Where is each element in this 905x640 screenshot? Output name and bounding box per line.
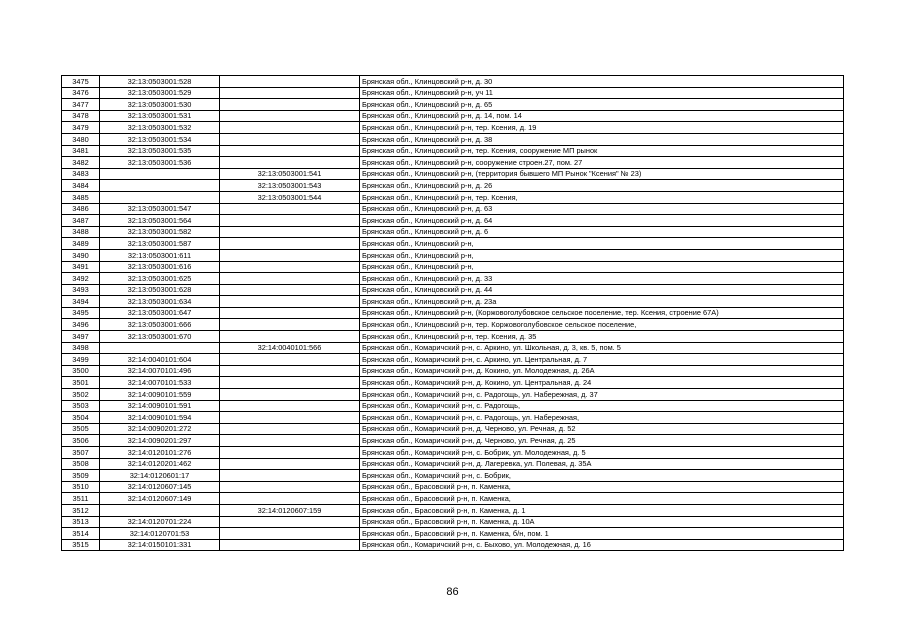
- table-row: [62, 458, 844, 470]
- row-number-cell: 3491: [62, 261, 100, 273]
- row-number-cell: 3507: [62, 447, 100, 459]
- address-cell: Брянская обл., Клинцовский р-н, тер. Ксения, д. 35: [360, 331, 844, 343]
- table-row: [62, 389, 844, 401]
- table-row: [62, 447, 844, 459]
- row-number-cell: 3488: [62, 226, 100, 238]
- table-row: [62, 261, 844, 273]
- row-number-cell: 3500: [62, 365, 100, 377]
- address-cell: Брянская обл., Комаричский р-н, с. Аркино, ул. Школьная, д. 3, кв. 5, пом. 5: [360, 342, 844, 354]
- table-row: [62, 354, 844, 366]
- address-cell: Брянская обл., Клинцовский р-н, д. 26: [360, 180, 844, 192]
- row-number-cell: 3480: [62, 133, 100, 145]
- cadastral-number-cell: [100, 168, 220, 180]
- row-number-cell: 3504: [62, 412, 100, 424]
- row-number-cell: 3497: [62, 331, 100, 343]
- cadastral-number-alt-cell: [220, 284, 360, 296]
- address-cell: Брянская обл., Клинцовский р-н, д. 63: [360, 203, 844, 215]
- cadastral-number-cell: 32:13:0503001:532: [100, 122, 220, 134]
- cadastral-number-cell: 32:13:0503001:530: [100, 99, 220, 111]
- table-row: [62, 99, 844, 111]
- cadastral-number-alt-cell: 32:14:0040101:566: [220, 342, 360, 354]
- cadastral-number-alt-cell: [220, 122, 360, 134]
- row-number-cell: 3481: [62, 145, 100, 157]
- address-cell: Брянская обл., Брасовский р-н, п. Каменка,: [360, 481, 844, 493]
- table-row: [62, 412, 844, 424]
- table-row: [62, 539, 844, 551]
- cadastral-number-alt-cell: 32:13:0503001:544: [220, 191, 360, 203]
- cadastral-number-alt-cell: [220, 261, 360, 273]
- address-cell: Брянская обл., Клинцовский р-н, д. 14, пом. 14: [360, 110, 844, 122]
- cadastral-number-alt-cell: [220, 157, 360, 169]
- cadastral-number-cell: 32:13:0503001:582: [100, 226, 220, 238]
- cadastral-number-alt-cell: [220, 400, 360, 412]
- address-cell: Брянская обл., Комаричский р-н, д. Черново, ул. Речная, д. 25: [360, 435, 844, 447]
- address-cell: Брянская обл., Комаричский р-н, с. Бобрик, ул. Молодежная, д. 5: [360, 447, 844, 459]
- cadastral-number-cell: 32:13:0503001:666: [100, 319, 220, 331]
- address-cell: Брянская обл., Комаричский р-н, с. Радогощь,: [360, 400, 844, 412]
- cadastral-number-cell: 32:14:0090101:594: [100, 412, 220, 424]
- row-number-cell: 3503: [62, 400, 100, 412]
- row-number-cell: 3502: [62, 389, 100, 401]
- row-number-cell: 3478: [62, 110, 100, 122]
- row-number-cell: 3510: [62, 481, 100, 493]
- address-cell: Брянская обл., Клинцовский р-н, тер. Коржовоголубовское сельское поселение,: [360, 319, 844, 331]
- address-cell: Брянская обл., Комаричский р-н, д. Кокино, ул. Центральная, д. 24: [360, 377, 844, 389]
- cadastral-number-cell: [100, 342, 220, 354]
- address-cell: Брянская обл., Клинцовский р-н, уч 11: [360, 87, 844, 99]
- cadastral-number-alt-cell: [220, 319, 360, 331]
- table-row: [62, 249, 844, 261]
- address-cell: Брянская обл., Комаричский р-н, с. Аркино, ул. Центральная, д. 7: [360, 354, 844, 366]
- cadastral-number-alt-cell: [220, 377, 360, 389]
- cadastral-number-cell: 32:13:0503001:628: [100, 284, 220, 296]
- address-cell: Брянская обл., Клинцовский р-н,: [360, 249, 844, 261]
- row-number-cell: 3493: [62, 284, 100, 296]
- row-number-cell: 3508: [62, 458, 100, 470]
- row-number-cell: 3475: [62, 76, 100, 88]
- row-number-cell: 3483: [62, 168, 100, 180]
- cadastral-number-cell: 32:14:0120607:149: [100, 493, 220, 505]
- row-number-cell: 3477: [62, 99, 100, 111]
- cadastral-number-alt-cell: [220, 249, 360, 261]
- cadastral-number-alt-cell: [220, 296, 360, 308]
- table-row: [62, 191, 844, 203]
- address-cell: Брянская обл., Клинцовский р-н, д. 64: [360, 215, 844, 227]
- cadastral-number-alt-cell: [220, 110, 360, 122]
- cadastral-number-cell: 32:14:0150101:331: [100, 539, 220, 551]
- cadastral-number-alt-cell: [220, 215, 360, 227]
- cadastral-number-alt-cell: [220, 331, 360, 343]
- row-number-cell: 3514: [62, 528, 100, 540]
- cadastral-number-cell: 32:14:0090101:591: [100, 400, 220, 412]
- table-row: [62, 481, 844, 493]
- cadastral-number-alt-cell: 32:13:0503001:541: [220, 168, 360, 180]
- cadastral-number-alt-cell: [220, 516, 360, 528]
- table-row: [62, 284, 844, 296]
- table-row: [62, 493, 844, 505]
- row-number-cell: 3489: [62, 238, 100, 250]
- address-cell: Брянская обл., Клинцовский р-н, д. 38: [360, 133, 844, 145]
- table-row: [62, 76, 844, 88]
- row-number-cell: 3499: [62, 354, 100, 366]
- cadastral-number-alt-cell: [220, 412, 360, 424]
- cadastral-number-cell: 32:14:0040101:604: [100, 354, 220, 366]
- cadastral-number-cell: 32:14:0120701:224: [100, 516, 220, 528]
- row-number-cell: 3496: [62, 319, 100, 331]
- address-cell: Брянская обл., Комаричский р-н, с. Радогощь, ул. Набережная, д. 37: [360, 389, 844, 401]
- cadastral-number-alt-cell: [220, 458, 360, 470]
- address-cell: Брянская обл., Клинцовский р-н, (территория бывшего МП Рынок "Ксения" № 23): [360, 168, 844, 180]
- address-cell: Брянская обл., Клинцовский р-н, сооружение строен.27, пом. 27: [360, 157, 844, 169]
- cadastral-number-alt-cell: [220, 447, 360, 459]
- address-cell: Брянская обл., Клинцовский р-н,: [360, 261, 844, 273]
- table-row: [62, 365, 844, 377]
- cadastral-number-cell: 32:13:0503001:529: [100, 87, 220, 99]
- cadastral-number-cell: 32:13:0503001:611: [100, 249, 220, 261]
- cadastral-number-cell: 32:13:0503001:531: [100, 110, 220, 122]
- cadastral-number-cell: 32:13:0503001:647: [100, 307, 220, 319]
- row-number-cell: 3512: [62, 504, 100, 516]
- cadastral-number-cell: 32:14:0120201:462: [100, 458, 220, 470]
- cadastral-number-alt-cell: [220, 76, 360, 88]
- row-number-cell: 3479: [62, 122, 100, 134]
- table-row: [62, 110, 844, 122]
- table-row: [62, 528, 844, 540]
- cadastral-number-cell: 32:13:0503001:536: [100, 157, 220, 169]
- row-number-cell: 3490: [62, 249, 100, 261]
- address-cell: Брянская обл., Брасовский р-н, п. Каменка,: [360, 493, 844, 505]
- registry-table: [61, 75, 844, 551]
- row-number-cell: 3513: [62, 516, 100, 528]
- cadastral-number-cell: 32:14:0120701:53: [100, 528, 220, 540]
- address-cell: Брянская обл., Клинцовский р-н, д. 33: [360, 273, 844, 285]
- cadastral-number-cell: 32:14:0090201:272: [100, 423, 220, 435]
- cadastral-number-cell: 32:14:0090101:559: [100, 389, 220, 401]
- cadastral-number-cell: [100, 191, 220, 203]
- address-cell: Брянская обл., Комаричский р-н, д. Кокино, ул. Молодежная, д. 26А: [360, 365, 844, 377]
- cadastral-number-cell: 32:13:0503001:634: [100, 296, 220, 308]
- cadastral-number-cell: 32:14:0120601:17: [100, 470, 220, 482]
- table-row: [62, 226, 844, 238]
- table-row: [62, 307, 844, 319]
- row-number-cell: 3495: [62, 307, 100, 319]
- cadastral-number-cell: 32:13:0503001:564: [100, 215, 220, 227]
- table-row: [62, 423, 844, 435]
- cadastral-number-alt-cell: [220, 481, 360, 493]
- table-row: [62, 238, 844, 250]
- cadastral-number-cell: 32:14:0070101:496: [100, 365, 220, 377]
- cadastral-number-cell: 32:14:0070101:533: [100, 377, 220, 389]
- address-cell: Брянская обл., Клинцовский р-н, д. 23а: [360, 296, 844, 308]
- cadastral-number-alt-cell: [220, 539, 360, 551]
- table-row: [62, 342, 844, 354]
- table-row: [62, 319, 844, 331]
- row-number-cell: 3476: [62, 87, 100, 99]
- cadastral-number-cell: 32:13:0503001:528: [100, 76, 220, 88]
- table-row: [62, 122, 844, 134]
- cadastral-number-alt-cell: [220, 423, 360, 435]
- table-row: [62, 87, 844, 99]
- cadastral-number-alt-cell: [220, 389, 360, 401]
- table-row: [62, 157, 844, 169]
- page-number: 86: [446, 586, 459, 598]
- cadastral-number-cell: [100, 504, 220, 516]
- cadastral-number-alt-cell: [220, 133, 360, 145]
- table-row: [62, 133, 844, 145]
- cadastral-number-alt-cell: [220, 87, 360, 99]
- row-number-cell: 3487: [62, 215, 100, 227]
- table-row: [62, 400, 844, 412]
- row-number-cell: 3494: [62, 296, 100, 308]
- cadastral-number-alt-cell: [220, 307, 360, 319]
- cadastral-number-cell: 32:13:0503001:616: [100, 261, 220, 273]
- cadastral-number-cell: 32:13:0503001:625: [100, 273, 220, 285]
- cadastral-number-cell: [100, 180, 220, 192]
- table-row: [62, 296, 844, 308]
- address-cell: Брянская обл., Клинцовский р-н, тер. Ксения, сооружение МП рынок: [360, 145, 844, 157]
- address-cell: Брянская обл., Брасовский р-н, п. Каменка, д. 1: [360, 504, 844, 516]
- address-cell: Брянская обл., Комаричский р-н, с. Радогощь, ул. Набережная,: [360, 412, 844, 424]
- cadastral-number-cell: 32:13:0503001:535: [100, 145, 220, 157]
- cadastral-number-alt-cell: [220, 493, 360, 505]
- address-cell: Брянская обл., Клинцовский р-н,: [360, 238, 844, 250]
- cadastral-number-alt-cell: [220, 226, 360, 238]
- table-row: [62, 516, 844, 528]
- table-row: [62, 377, 844, 389]
- cadastral-number-cell: 32:13:0503001:587: [100, 238, 220, 250]
- cadastral-number-alt-cell: 32:13:0503001:543: [220, 180, 360, 192]
- cadastral-number-alt-cell: [220, 238, 360, 250]
- address-cell: Брянская обл., Клинцовский р-н, тер. Ксения,: [360, 191, 844, 203]
- address-cell: Брянская обл., Клинцовский р-н, (Коржовоголубовское сельское поселение, тер. Ксения, строение 67А): [360, 307, 844, 319]
- address-cell: Брянская обл., Брасовский р-н, п. Каменка, б/н, пом. 1: [360, 528, 844, 540]
- address-cell: Брянская обл., Комаричский р-н, д. Черново, ул. Речная, д. 52: [360, 423, 844, 435]
- address-cell: Брянская обл., Комаричский р-н, с. Бобрик,: [360, 470, 844, 482]
- table-row: [62, 203, 844, 215]
- table-row: [62, 504, 844, 516]
- cadastral-number-alt-cell: [220, 435, 360, 447]
- row-number-cell: 3509: [62, 470, 100, 482]
- row-number-cell: 3515: [62, 539, 100, 551]
- cadastral-number-cell: 32:14:0120101:276: [100, 447, 220, 459]
- cadastral-number-cell: 32:13:0503001:670: [100, 331, 220, 343]
- table-row: [62, 145, 844, 157]
- table-row: [62, 180, 844, 192]
- cadastral-number-alt-cell: [220, 99, 360, 111]
- registry-table-body: [62, 76, 844, 551]
- cadastral-number-alt-cell: [220, 145, 360, 157]
- cadastral-number-alt-cell: [220, 528, 360, 540]
- table-row: [62, 168, 844, 180]
- cadastral-number-alt-cell: 32:14:0120607:159: [220, 504, 360, 516]
- address-cell: Брянская обл., Клинцовский р-н, д. 65: [360, 99, 844, 111]
- row-number-cell: 3511: [62, 493, 100, 505]
- row-number-cell: 3486: [62, 203, 100, 215]
- cadastral-number-alt-cell: [220, 203, 360, 215]
- row-number-cell: 3506: [62, 435, 100, 447]
- address-cell: Брянская обл., Комаричский р-н, с. Быхово, ул. Молодежная, д. 16: [360, 539, 844, 551]
- row-number-cell: 3498: [62, 342, 100, 354]
- row-number-cell: 3501: [62, 377, 100, 389]
- address-cell: Брянская обл., Клинцовский р-н, д. 30: [360, 76, 844, 88]
- cadastral-number-cell: 32:13:0503001:534: [100, 133, 220, 145]
- address-cell: Брянская обл., Брасовский р-н, п. Каменка, д. 10А: [360, 516, 844, 528]
- cadastral-number-alt-cell: [220, 470, 360, 482]
- table-row: [62, 331, 844, 343]
- row-number-cell: 3482: [62, 157, 100, 169]
- row-number-cell: 3485: [62, 191, 100, 203]
- row-number-cell: 3505: [62, 423, 100, 435]
- cadastral-number-cell: 32:14:0090201:297: [100, 435, 220, 447]
- address-cell: Брянская обл., Клинцовский р-н, д. 6: [360, 226, 844, 238]
- table-row: [62, 215, 844, 227]
- cadastral-number-cell: 32:14:0120607:145: [100, 481, 220, 493]
- address-cell: Брянская обл., Клинцовский р-н, д. 44: [360, 284, 844, 296]
- cadastral-number-cell: 32:13:0503001:547: [100, 203, 220, 215]
- address-cell: Брянская обл., Клинцовский р-н, тер. Ксения, д. 19: [360, 122, 844, 134]
- table-row: [62, 435, 844, 447]
- row-number-cell: 3484: [62, 180, 100, 192]
- table-row: [62, 470, 844, 482]
- table-row: [62, 273, 844, 285]
- cadastral-number-alt-cell: [220, 273, 360, 285]
- cadastral-number-alt-cell: [220, 365, 360, 377]
- cadastral-number-alt-cell: [220, 354, 360, 366]
- row-number-cell: 3492: [62, 273, 100, 285]
- address-cell: Брянская обл., Комаричский р-н, д. Лагеревка, ул. Полевая, д. 35А: [360, 458, 844, 470]
